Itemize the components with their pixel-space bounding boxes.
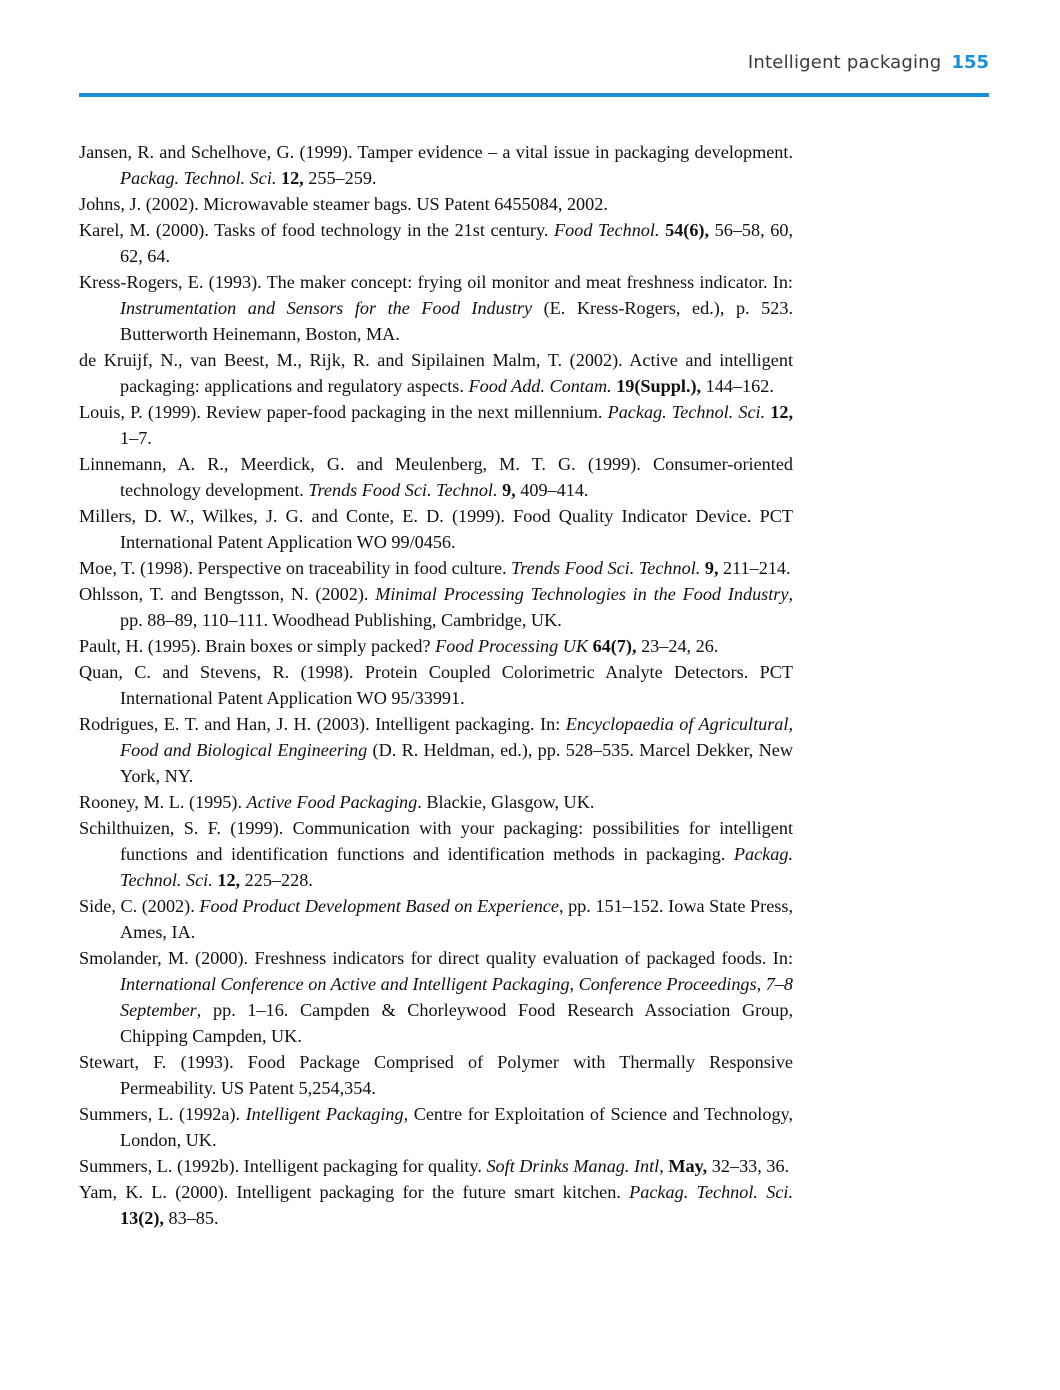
reference-entry	[79, 347, 793, 399]
reference-text-run: Rodrigues, E. T. and Han, J. H. (2003). Intelligent packaging. In:	[79, 714, 566, 734]
reference-bold-run: 64(7),	[592, 636, 637, 656]
reference-italic-run: Instrumentation and Sensors for the Food Industry	[120, 298, 533, 318]
reference-text-run: Karel, M. (2000). Tasks of food technology in the 21st century.	[79, 220, 555, 240]
reference-italic-run: Food Product Development Based on Experience	[199, 896, 559, 916]
reference-text-run: (D. R. Heldman, ed.), pp. 528–535. Marcel Dekker, New York, NY.	[120, 740, 793, 786]
page-number: 155	[951, 52, 989, 73]
reference-italic-run: Packag. Technol. Sci.	[120, 844, 793, 890]
reference-text-run: Schilthuizen, S. F. (1999). Communication with your packaging: possibilities for intelligent functions and identification functions and identification methods in packaging.	[79, 818, 793, 864]
reference-italic-run: Food Technol.	[554, 220, 660, 240]
reference-entry	[79, 1179, 793, 1231]
reference-text-run: 23–24, 26.	[636, 636, 719, 656]
reference-entry	[79, 1049, 793, 1101]
reference-text-run: Side, C. (2002).	[79, 896, 200, 916]
reference-italic-run: International Conference on Active and Intelligent Packaging, Conference Proceedings, 7–8 September	[120, 974, 793, 1020]
reference-entry	[79, 789, 793, 815]
reference-text-run: Summers, L. (1992b). Intelligent packaging for quality.	[79, 1156, 487, 1176]
reference-italic-run: Minimal Processing Technologies in the Food Industry	[375, 584, 789, 604]
reference-entry	[79, 945, 793, 1049]
reference-bold-run: 19(Suppl.),	[616, 376, 702, 396]
reference-text-run: Louis, P. (1999). Review paper-food packaging in the next millennium.	[79, 402, 608, 422]
reference-italic-run: Packag. Technol. Sci.	[120, 168, 277, 188]
reference-text-run: . Blackie, Glasgow, UK.	[417, 792, 595, 812]
reference-entry	[79, 451, 793, 503]
reference-text-run: Yam, K. L. (2000). Intelligent packaging for the future smart kitchen.	[79, 1182, 630, 1202]
reference-bold-run: 12,	[770, 402, 793, 422]
reference-entry	[79, 139, 793, 191]
reference-text-run: Millers, D. W., Wilkes, J. G. and Conte, E. D. (1999). Food Quality Indicator Device. PCT International Patent Application WO 99/0456.	[79, 506, 793, 552]
reference-text-run: Johns, J. (2002). Microwavable steamer bags. US Patent 6455084, 2002.	[79, 194, 608, 214]
reference-italic-run: Trends Food Sci. Technol.	[308, 480, 498, 500]
reference-list	[79, 139, 793, 1231]
reference-italic-run: Soft Drinks Manag. Intl	[486, 1156, 660, 1176]
running-title: Intelligent packaging	[747, 52, 942, 73]
reference-text-run: Quan, C. and Stevens, R. (1998). Protein Coupled Colorimetric Analyte Detectors. PCT International Patent Application WO 95/33991.	[79, 662, 793, 708]
reference-text-run: , pp. 151–152. Iowa State Press, Ames, IA.	[120, 896, 793, 942]
reference-text-run: ,	[659, 1156, 669, 1176]
reference-text-run: 409–414.	[515, 480, 589, 500]
reference-text-run: 225–228.	[240, 870, 313, 890]
reference-text-run: Smolander, M. (2000). Freshness indicators for direct quality evaluation of packaged foods. In:	[79, 948, 793, 968]
reference-entry	[79, 659, 793, 711]
reference-bold-run: 9,	[704, 558, 719, 578]
reference-italic-run: Packag. Technol. Sci.	[629, 1182, 793, 1202]
reference-entry	[79, 633, 793, 659]
reference-text-run: 32–33, 36.	[707, 1156, 790, 1176]
reference-entry	[79, 269, 793, 347]
header-rule	[79, 93, 989, 97]
reference-text-run: Kress-Rogers, E. (1993). The maker concept: frying oil monitor and meat freshness indicator. In:	[79, 272, 793, 292]
reference-entry	[79, 191, 793, 217]
reference-text-run: Ohlsson, T. and Bengtsson, N. (2002).	[79, 584, 376, 604]
reference-italic-run: Packag. Technol. Sci.	[607, 402, 766, 422]
reference-italic-run: Active Food Packaging	[246, 792, 418, 812]
reference-entry	[79, 581, 793, 633]
reference-text-run: Moe, T. (1998). Perspective on traceability in food culture.	[79, 558, 512, 578]
running-header	[79, 52, 989, 82]
reference-text-run: (E. Kress-Rogers, ed.), p. 523. Butterworth Heinemann, Boston, MA.	[120, 298, 793, 344]
reference-text-run: , pp. 1–16. Campden & Chorleywood Food Research Association Group, Chipping Campden, UK.	[120, 1000, 793, 1046]
reference-entry	[79, 893, 793, 945]
reference-text-run: Jansen, R. and Schelhove, G. (1999). Tamper evidence – a vital issue in packaging development.	[79, 142, 793, 162]
reference-entry	[79, 217, 793, 269]
reference-italic-run: Encyclopaedia of Agricultural, Food and Biological Engineering	[120, 714, 794, 760]
reference-text-run: 56–58, 60, 62, 64.	[120, 220, 793, 266]
reference-text-run: 211–214.	[718, 558, 791, 578]
reference-text-run: 255–259.	[303, 168, 377, 188]
reference-text-run: 144–162.	[701, 376, 774, 396]
reference-text-run: Pault, H. (1995). Brain boxes or simply packed?	[79, 636, 436, 656]
reference-text-run: Linnemann, A. R., Meerdick, G. and Meulenberg, M. T. G. (1999). Consumer-oriented technology development.	[79, 454, 793, 500]
reference-bold-run: 13(2),	[120, 1208, 164, 1228]
reference-entry	[79, 815, 793, 893]
reference-entry	[79, 555, 793, 581]
reference-italic-run: Food Add. Contam.	[468, 376, 612, 396]
reference-bold-run: 12,	[217, 870, 241, 890]
reference-entry	[79, 503, 793, 555]
reference-italic-run: Trends Food Sci. Technol.	[511, 558, 701, 578]
reference-italic-run: Intelligent Packaging	[245, 1104, 404, 1124]
reference-bold-run: 12,	[280, 168, 304, 188]
reference-text-run: 83–85.	[163, 1208, 219, 1228]
reference-text-run: Stewart, F. (1993). Food Package Comprised of Polymer with Thermally Responsive Permeability. US Patent 5,254,354.	[79, 1052, 793, 1098]
reference-bold-run: 9,	[502, 480, 516, 500]
reference-entry	[79, 711, 793, 789]
reference-text-run: Summers, L. (1992a).	[79, 1104, 246, 1124]
reference-text-run: de Kruijf, N., van Beest, M., Rijk, R. and Sipilainen Malm, T. (2002). Active and intelligent packaging: applications and regulatory aspects.	[79, 350, 793, 396]
reference-entry	[79, 399, 793, 451]
reference-bold-run: 54(6),	[665, 220, 710, 240]
reference-entry	[79, 1101, 793, 1153]
reference-entry	[79, 1153, 793, 1179]
reference-italic-run: Food Processing UK	[435, 636, 589, 656]
reference-text-run: , pp. 88–89, 110–111. Woodhead Publishing, Cambridge, UK.	[120, 584, 793, 630]
reference-text-run: , Centre for Exploitation of Science and Technology, London, UK.	[120, 1104, 793, 1150]
reference-text-run: Rooney, M. L. (1995).	[79, 792, 247, 812]
reference-text-run: 1–7.	[120, 428, 152, 448]
reference-bold-run: May,	[668, 1156, 708, 1176]
